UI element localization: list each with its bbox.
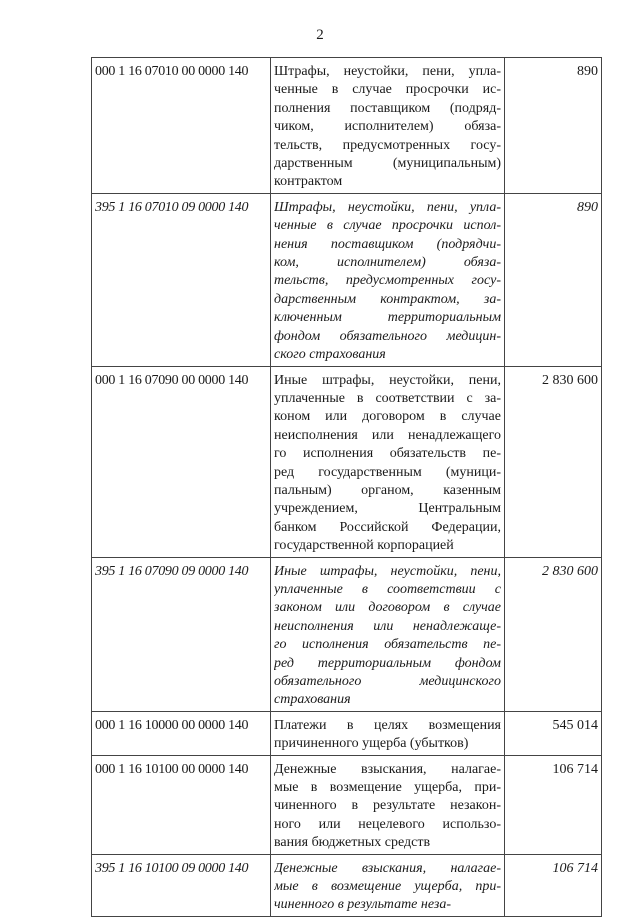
revenue-name-line: законом или договором в случае (274, 600, 501, 616)
revenue-name-line: ком, исполнителем) обяза- (274, 255, 501, 271)
revenue-name-line: чиненного в результате неза- (274, 897, 451, 913)
revenue-name-cell (271, 193, 505, 366)
revenue-name-line: страхования (274, 692, 351, 708)
revenue-name-line: го исполнения обязательств пе- (274, 446, 501, 462)
revenue-name-line: Штрафы, неустойки, пени, упла- (274, 64, 501, 79)
revenue-name-line: государственной корпорацией (274, 538, 454, 554)
revenue-name-line: уплаченные в соответствии с (274, 581, 501, 597)
revenue-code-cell: 000 1 16 10100 00 0000 140 (92, 755, 271, 854)
budget-revenue-table (91, 57, 602, 917)
revenue-name-line: ского страхования (274, 347, 386, 363)
revenue-name-line: ченные в случае просрочки ис- (274, 82, 501, 98)
table-row (92, 854, 602, 916)
revenue-code-cell: 000 1 16 10000 00 0000 140 (92, 711, 271, 755)
table-row (92, 711, 602, 755)
revenue-name-line: нения поставщиком (подрядчи- (274, 236, 501, 252)
table-row (92, 557, 602, 711)
revenue-code-cell: 395 1 16 07010 09 0000 140 (92, 193, 271, 366)
revenue-name-cell (271, 366, 505, 557)
revenue-name-line: ключенным территориальным (274, 310, 501, 326)
revenue-name-line: пальным) органом, казенным (274, 482, 501, 498)
revenue-name-line: го исполнения обязательств пе- (274, 637, 501, 653)
revenue-name-line: ченные в случае просрочки испол- (274, 218, 501, 234)
amount-cell: 890 (505, 58, 602, 194)
revenue-name-cell (271, 755, 505, 854)
table-row (92, 755, 602, 854)
revenue-code-cell: 000 1 16 07090 00 0000 140 (92, 366, 271, 557)
table-row (92, 193, 602, 366)
revenue-name-line: уплаченные в соответствии с за- (274, 390, 501, 406)
revenue-name-line: чиком, исполнителем) обяза- (274, 119, 501, 135)
revenue-name-line: Иные штрафы, неустойки, пени, (274, 563, 501, 579)
revenue-name-cell (271, 711, 505, 755)
revenue-name-line: причиненного ущерба (убытков) (274, 736, 469, 752)
revenue-name-line: дарственным (муниципальным) (274, 156, 501, 172)
revenue-name-line: учреждением, Центральным (274, 501, 501, 517)
revenue-name-line: ред государственным (муници- (274, 464, 501, 480)
revenue-name-line: Штрафы, неустойки, пени, упла- (274, 199, 501, 215)
revenue-name-cell (271, 854, 505, 916)
table-row (92, 366, 602, 557)
revenue-name-line: дарственным контрактом, за- (274, 291, 501, 307)
revenue-name-line: тельств, предусмотренных госу- (274, 137, 501, 153)
amount-cell: 2 830 600 (505, 557, 602, 711)
amount-cell: 545 014 (505, 711, 602, 755)
amount-cell: 106 714 (505, 854, 602, 916)
revenue-name-cell (271, 557, 505, 711)
revenue-name-line: полнения поставщиком (подряд- (274, 100, 501, 116)
revenue-name-line: контрактом (274, 174, 343, 190)
revenue-name-line: чиненного в результате незакон- (274, 798, 501, 814)
revenue-name-line: ного или нецелевого использо- (274, 816, 501, 832)
amount-cell: 106 714 (505, 755, 602, 854)
revenue-name-line: мые в возмещение ущерба, при- (274, 879, 501, 895)
revenue-code-cell: 395 1 16 07090 09 0000 140 (92, 557, 271, 711)
revenue-name-cell (271, 58, 505, 194)
amount-cell: 890 (505, 193, 602, 366)
revenue-name-line: Денежные взыскания, налагае- (274, 860, 501, 876)
revenue-name-line: Платежи в целях возмещения (274, 717, 501, 733)
revenue-name-line: Иные штрафы, неустойки, пени, (274, 372, 501, 388)
revenue-name-line: неисполнения или ненадлежащего (274, 427, 501, 443)
revenue-name-line: мые в возмещение ущерба, при- (274, 780, 501, 796)
revenue-name-line: фондом обязательного медицин- (274, 328, 501, 344)
revenue-name-line: Денежные взыскания, налагае- (274, 761, 501, 777)
revenue-name-line: банком Российской Федерации, (274, 519, 501, 535)
revenue-name-line: вания бюджетных средств (274, 835, 431, 851)
page-number: 2 (316, 27, 324, 43)
revenue-code-cell: 000 1 16 07010 00 0000 140 (92, 58, 271, 194)
amount-cell: 2 830 600 (505, 366, 602, 557)
table-row (92, 58, 602, 194)
table-body (92, 58, 602, 917)
revenue-code-cell: 395 1 16 10100 09 0000 140 (92, 854, 271, 916)
revenue-name-line: обязательного медицинского (274, 674, 501, 689)
revenue-name-line: тельств, предусмотренных госу- (274, 273, 501, 289)
revenue-name-line: коном или договором в случае (274, 409, 501, 425)
revenue-name-line: ред территориальным фондом (274, 655, 501, 671)
revenue-name-line: неисполнения или ненадлежаще- (274, 618, 501, 634)
